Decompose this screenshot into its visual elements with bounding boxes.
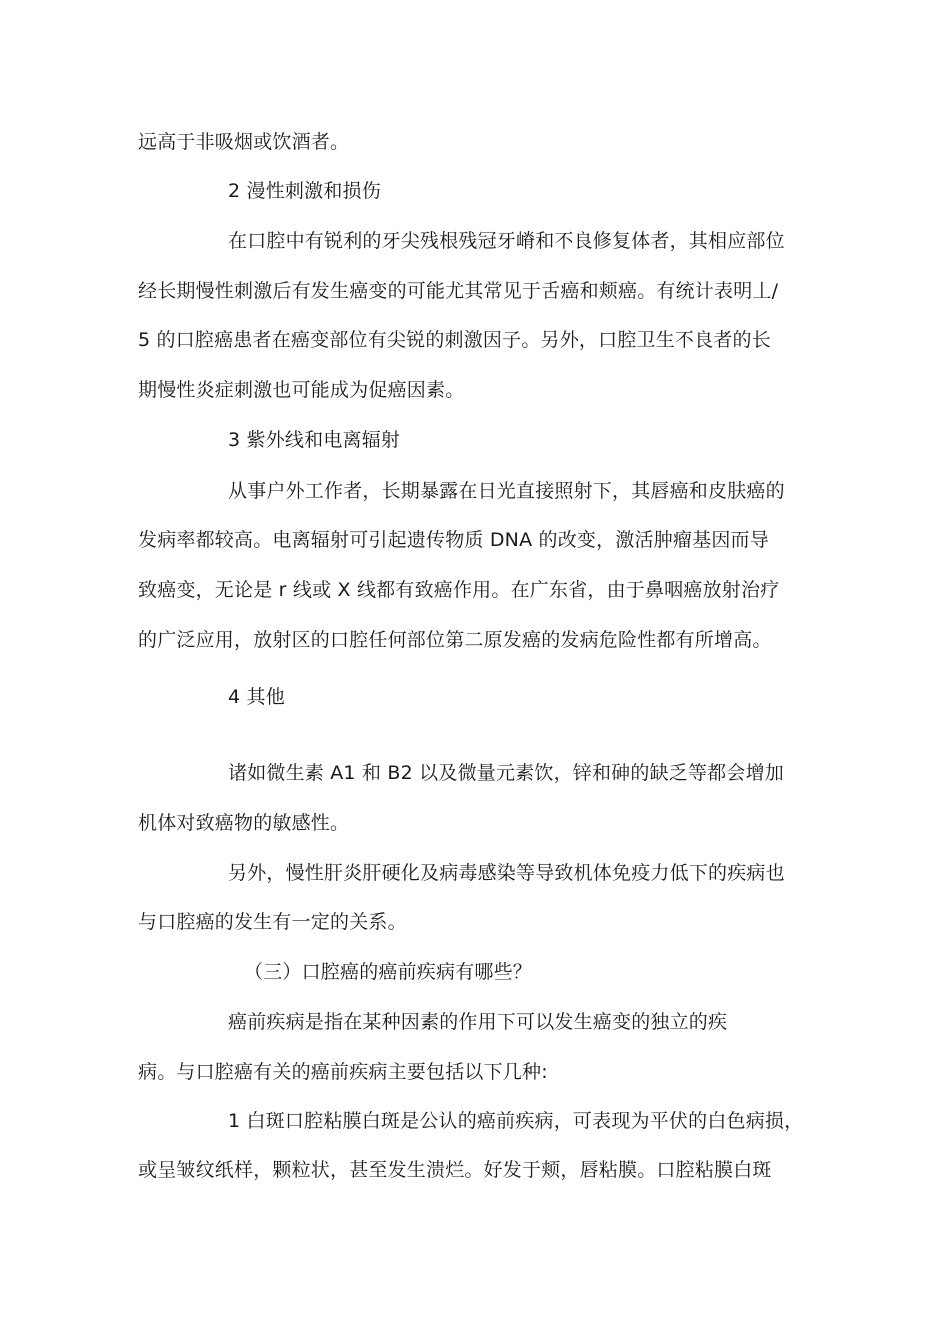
paragraph-line: 1 白斑口腔粘膜白斑是公认的癌前疾病，可表现为平伏的白色病损， bbox=[228, 1110, 804, 1132]
paragraph-line: 远高于非吸烟或饮酒者。 bbox=[138, 131, 350, 153]
paragraph-line: 或呈皱纹纸样，颗粒状，甚至发生溃烂。好发于颊，唇粘膜。口腔粘膜白斑 bbox=[138, 1159, 772, 1181]
paragraph-line: 致癌变，无论是 r 线或 X 线都有致癌作用。在广东省，由于鼻咽癌放射治疗 bbox=[138, 579, 780, 601]
paragraph-line: 5 的口腔癌患者在癌变部位有尖锐的刺激因子。另外，口腔卫生不良者的长 bbox=[138, 329, 771, 351]
paragraph-line: 病。与口腔癌有关的癌前疾病主要包括以下几种: bbox=[138, 1061, 548, 1083]
paragraph-line: 从事户外工作者，长期暴露在日光直接照射下，其唇癌和皮肤癌的 bbox=[228, 480, 785, 502]
paragraph-line: 在口腔中有锐利的牙尖残根残冠牙嵴和不良修复体者，其相应部位 bbox=[228, 230, 785, 252]
section-heading-chronic-irritation: 2 漫性刺激和损伤 bbox=[228, 180, 381, 202]
paragraph-line: 癌前疾病是指在某种因素的作用下可以发生癌变的独立的疾 bbox=[228, 1011, 728, 1033]
paragraph-line: 机体对致癌物的敏感性。 bbox=[138, 812, 350, 834]
paragraph-line: 经长期慢性刺激后有发生癌变的可能尤其常见于舌癌和颊癌。有统计表明丄/ bbox=[138, 280, 779, 302]
paragraph-line: 的广泛应用，放射区的口腔任何部位第二原发癌的发病危险性都有所增高。 bbox=[138, 629, 772, 651]
section-heading-precancerous-diseases: （三）口腔癌的癌前疾病有哪些？ bbox=[244, 961, 533, 983]
paragraph-line: 另外，慢性肝炎肝硬化及病毒感染等导致机体免疫力低下的疾病也 bbox=[228, 862, 785, 884]
paragraph-line: 期慢性炎症刺激也可能成为促癌因素。 bbox=[138, 379, 465, 401]
paragraph-line: 发病率都较高。电离辐射可引起遗传物质 DNA 的改变，激活肿瘤基因而导 bbox=[138, 529, 769, 551]
paragraph-line: 诸如微生素 A1 和 B2 以及微量元素饮，锌和砷的缺乏等都会增加 bbox=[228, 762, 784, 784]
paragraph-line: 与口腔癌的发生有一定的关系。 bbox=[138, 911, 407, 933]
section-heading-other: 4 其他 bbox=[228, 686, 285, 708]
section-heading-uv-radiation: 3 紫外线和电离辐射 bbox=[228, 429, 401, 451]
